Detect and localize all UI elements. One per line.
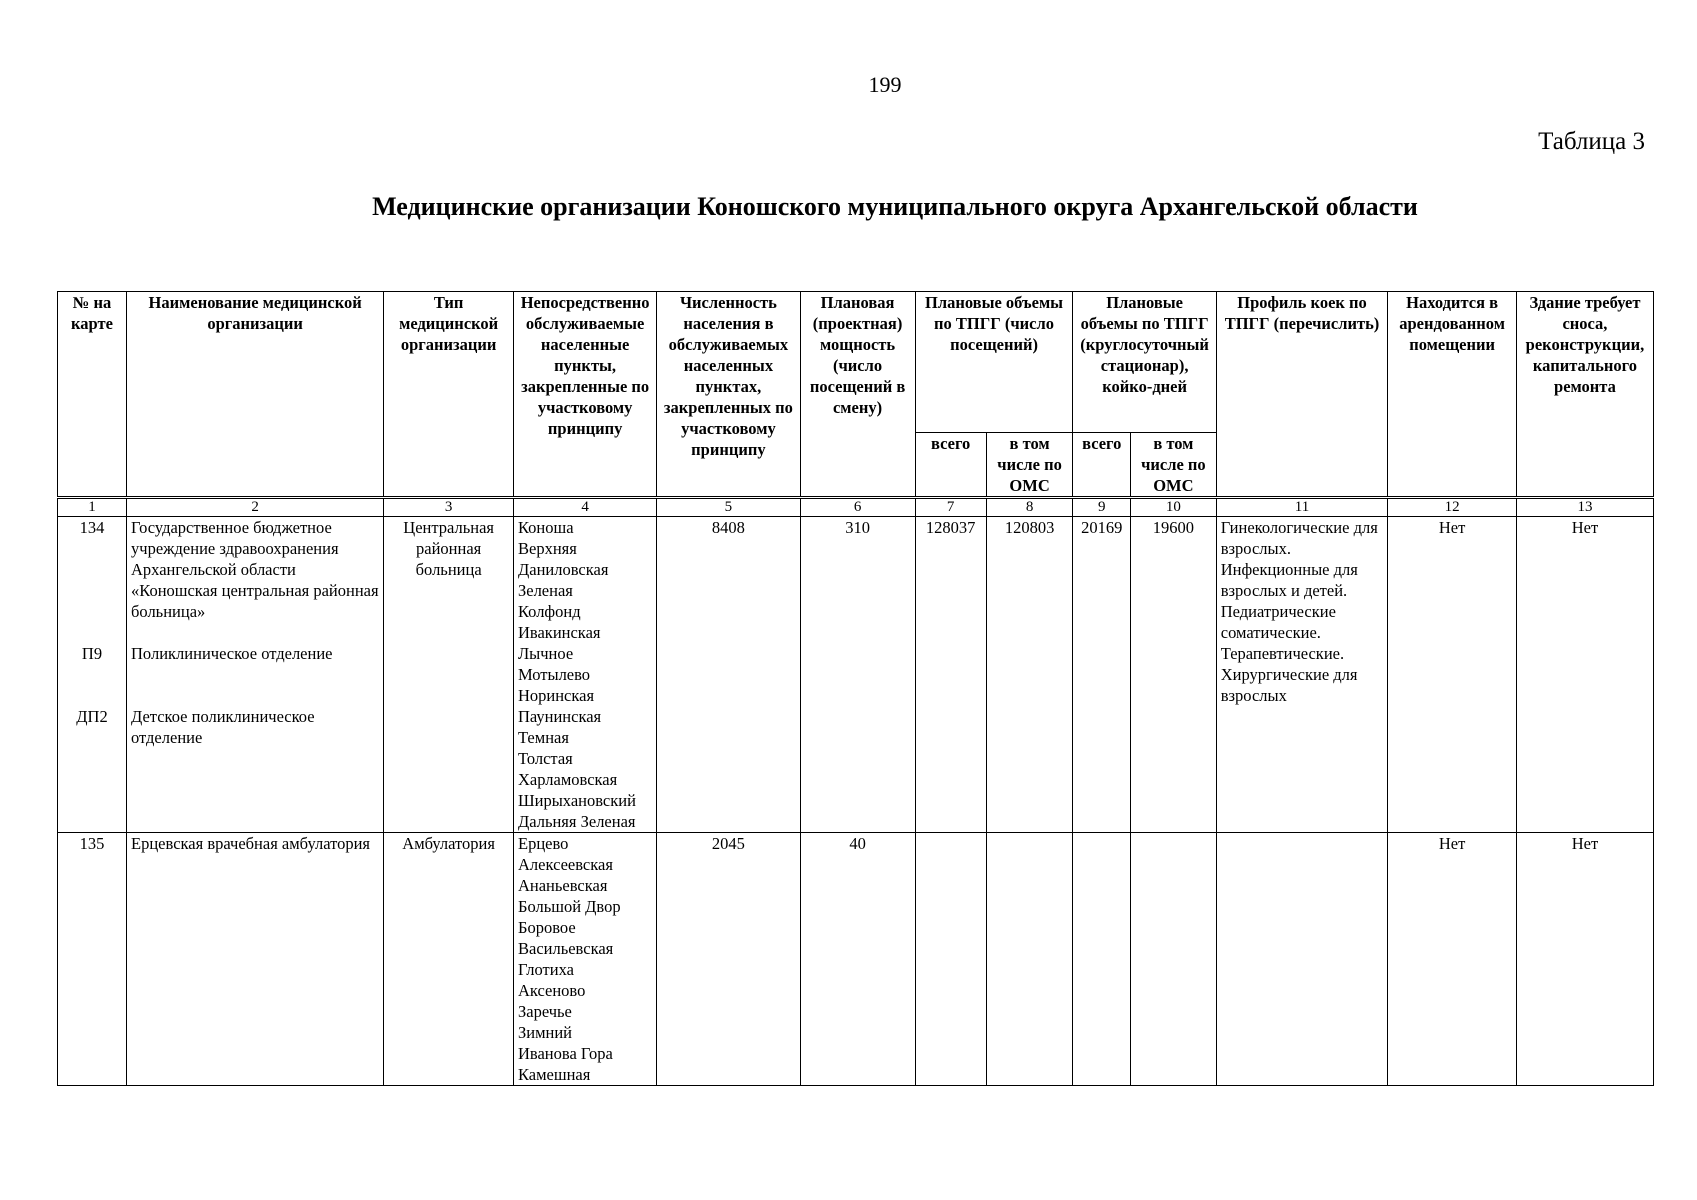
org-type: Центральная районная больница (384, 517, 514, 833)
beddays-total: 20169 (1073, 517, 1131, 833)
rented-status: Нет (1388, 833, 1517, 1086)
org-subdivision-dp2: Детское поликлиническое отделение (131, 707, 315, 747)
population: 8408 (657, 517, 800, 833)
settlements-list: Коноша Верхняя Даниловская Зеленая Колфонд Ивакинская Лычное Мотылево Норинская Паунинская Темная Толстая Харламовская Ширыхановский Дальняя Зеленая (513, 517, 656, 833)
org-name-cell (127, 517, 384, 833)
map-number: 134 (79, 518, 105, 537)
visits-total: 128037 (915, 517, 986, 833)
map-number-cell (58, 517, 127, 833)
column-number-row (58, 498, 1654, 517)
header-planned-visits: Плановые объемы по ТПГГ (число посещений) (915, 292, 1073, 433)
header-org-type: Тип медицинской организации (384, 292, 514, 498)
column-number: 4 (513, 498, 656, 517)
map-number-dp2: ДП2 (76, 707, 108, 726)
population: 2045 (657, 833, 800, 1086)
rented-status: Нет (1388, 517, 1517, 833)
repair-status: Нет (1516, 517, 1653, 833)
header-capacity: Плановая (проектная) мощность (число посещений в смену) (800, 292, 915, 498)
column-number: 13 (1516, 498, 1653, 517)
map-number: 135 (58, 833, 127, 1086)
header-visits-oms: в том числе по ОМС (986, 433, 1073, 498)
header-beddays-oms: в том числе по ОМС (1131, 433, 1217, 498)
org-name: Ерцевская врачебная амбулатория (127, 833, 384, 1086)
header-bed-profile: Профиль коек по ТПГГ (перечислить) (1216, 292, 1388, 498)
column-number: 1 (58, 498, 127, 517)
column-number: 11 (1216, 498, 1388, 517)
table-row (58, 833, 1654, 1086)
header-rented: Находится в арендованном помещении (1388, 292, 1517, 498)
header-org-name: Наименование медицинской организации (127, 292, 384, 498)
repair-status: Нет (1516, 833, 1653, 1086)
beddays-total (1073, 833, 1131, 1086)
header-beddays-total: всего (1073, 433, 1131, 498)
header-repair: Здание требует сноса, реконструкции, капитального ремонта (1516, 292, 1653, 498)
page-number: 199 (868, 72, 902, 97)
header-population: Численность населения в обслуживаемых населенных пунктах, закрепленных по участковому принципу (657, 292, 800, 498)
bed-profile: Гинекологические для взрослых. Инфекционные для взрослых и детей. Педиатрические соматические. Терапевтические. Хирургические для взрослых (1216, 517, 1388, 833)
beddays-oms (1131, 833, 1217, 1086)
column-number: 8 (986, 498, 1073, 517)
visits-oms (986, 833, 1073, 1086)
column-number: 2 (127, 498, 384, 517)
column-number: 6 (800, 498, 915, 517)
visits-oms: 120803 (986, 517, 1073, 833)
header-map-number: № на карте (58, 292, 127, 498)
org-name: Государственное бюджетное учреждение здравоохранения Архангельской области «Коношская центральная районная больница» (131, 518, 379, 621)
header-settlements: Непосредственно обслуживаемые населенные пункты, закрепленные по участковому принципу (513, 292, 656, 498)
org-type: Амбулатория (384, 833, 514, 1086)
header-visits-total: всего (915, 433, 986, 498)
bed-profile (1216, 833, 1388, 1086)
header-planned-bed-days: Плановые объемы по ТПГГ (круглосуточный стационар), койко-дней (1073, 292, 1216, 433)
visits-total (915, 833, 986, 1086)
settlements-list: Ерцево Алексеевская Ананьевская Большой Двор Боровое Васильевская Глотиха Аксеново Заречье Зимний Иванова Гора Камешная (513, 833, 656, 1086)
column-number: 12 (1388, 498, 1517, 517)
beddays-oms: 19600 (1131, 517, 1217, 833)
column-number: 9 (1073, 498, 1131, 517)
column-number: 10 (1131, 498, 1217, 517)
capacity: 40 (800, 833, 915, 1086)
table-label: Таблица 3 (1538, 128, 1645, 155)
column-number: 7 (915, 498, 986, 517)
document-title: Медицинские организации Коношского муниципального округа Архангельской области (372, 192, 1418, 221)
column-number: 5 (657, 498, 800, 517)
map-number-p9: П9 (81, 644, 103, 663)
table-row (58, 517, 1654, 833)
medical-organizations-table (57, 291, 1654, 1086)
org-subdivision-p9: Поликлиническое отделение (131, 644, 333, 663)
column-number: 3 (384, 498, 514, 517)
capacity: 310 (800, 517, 915, 833)
